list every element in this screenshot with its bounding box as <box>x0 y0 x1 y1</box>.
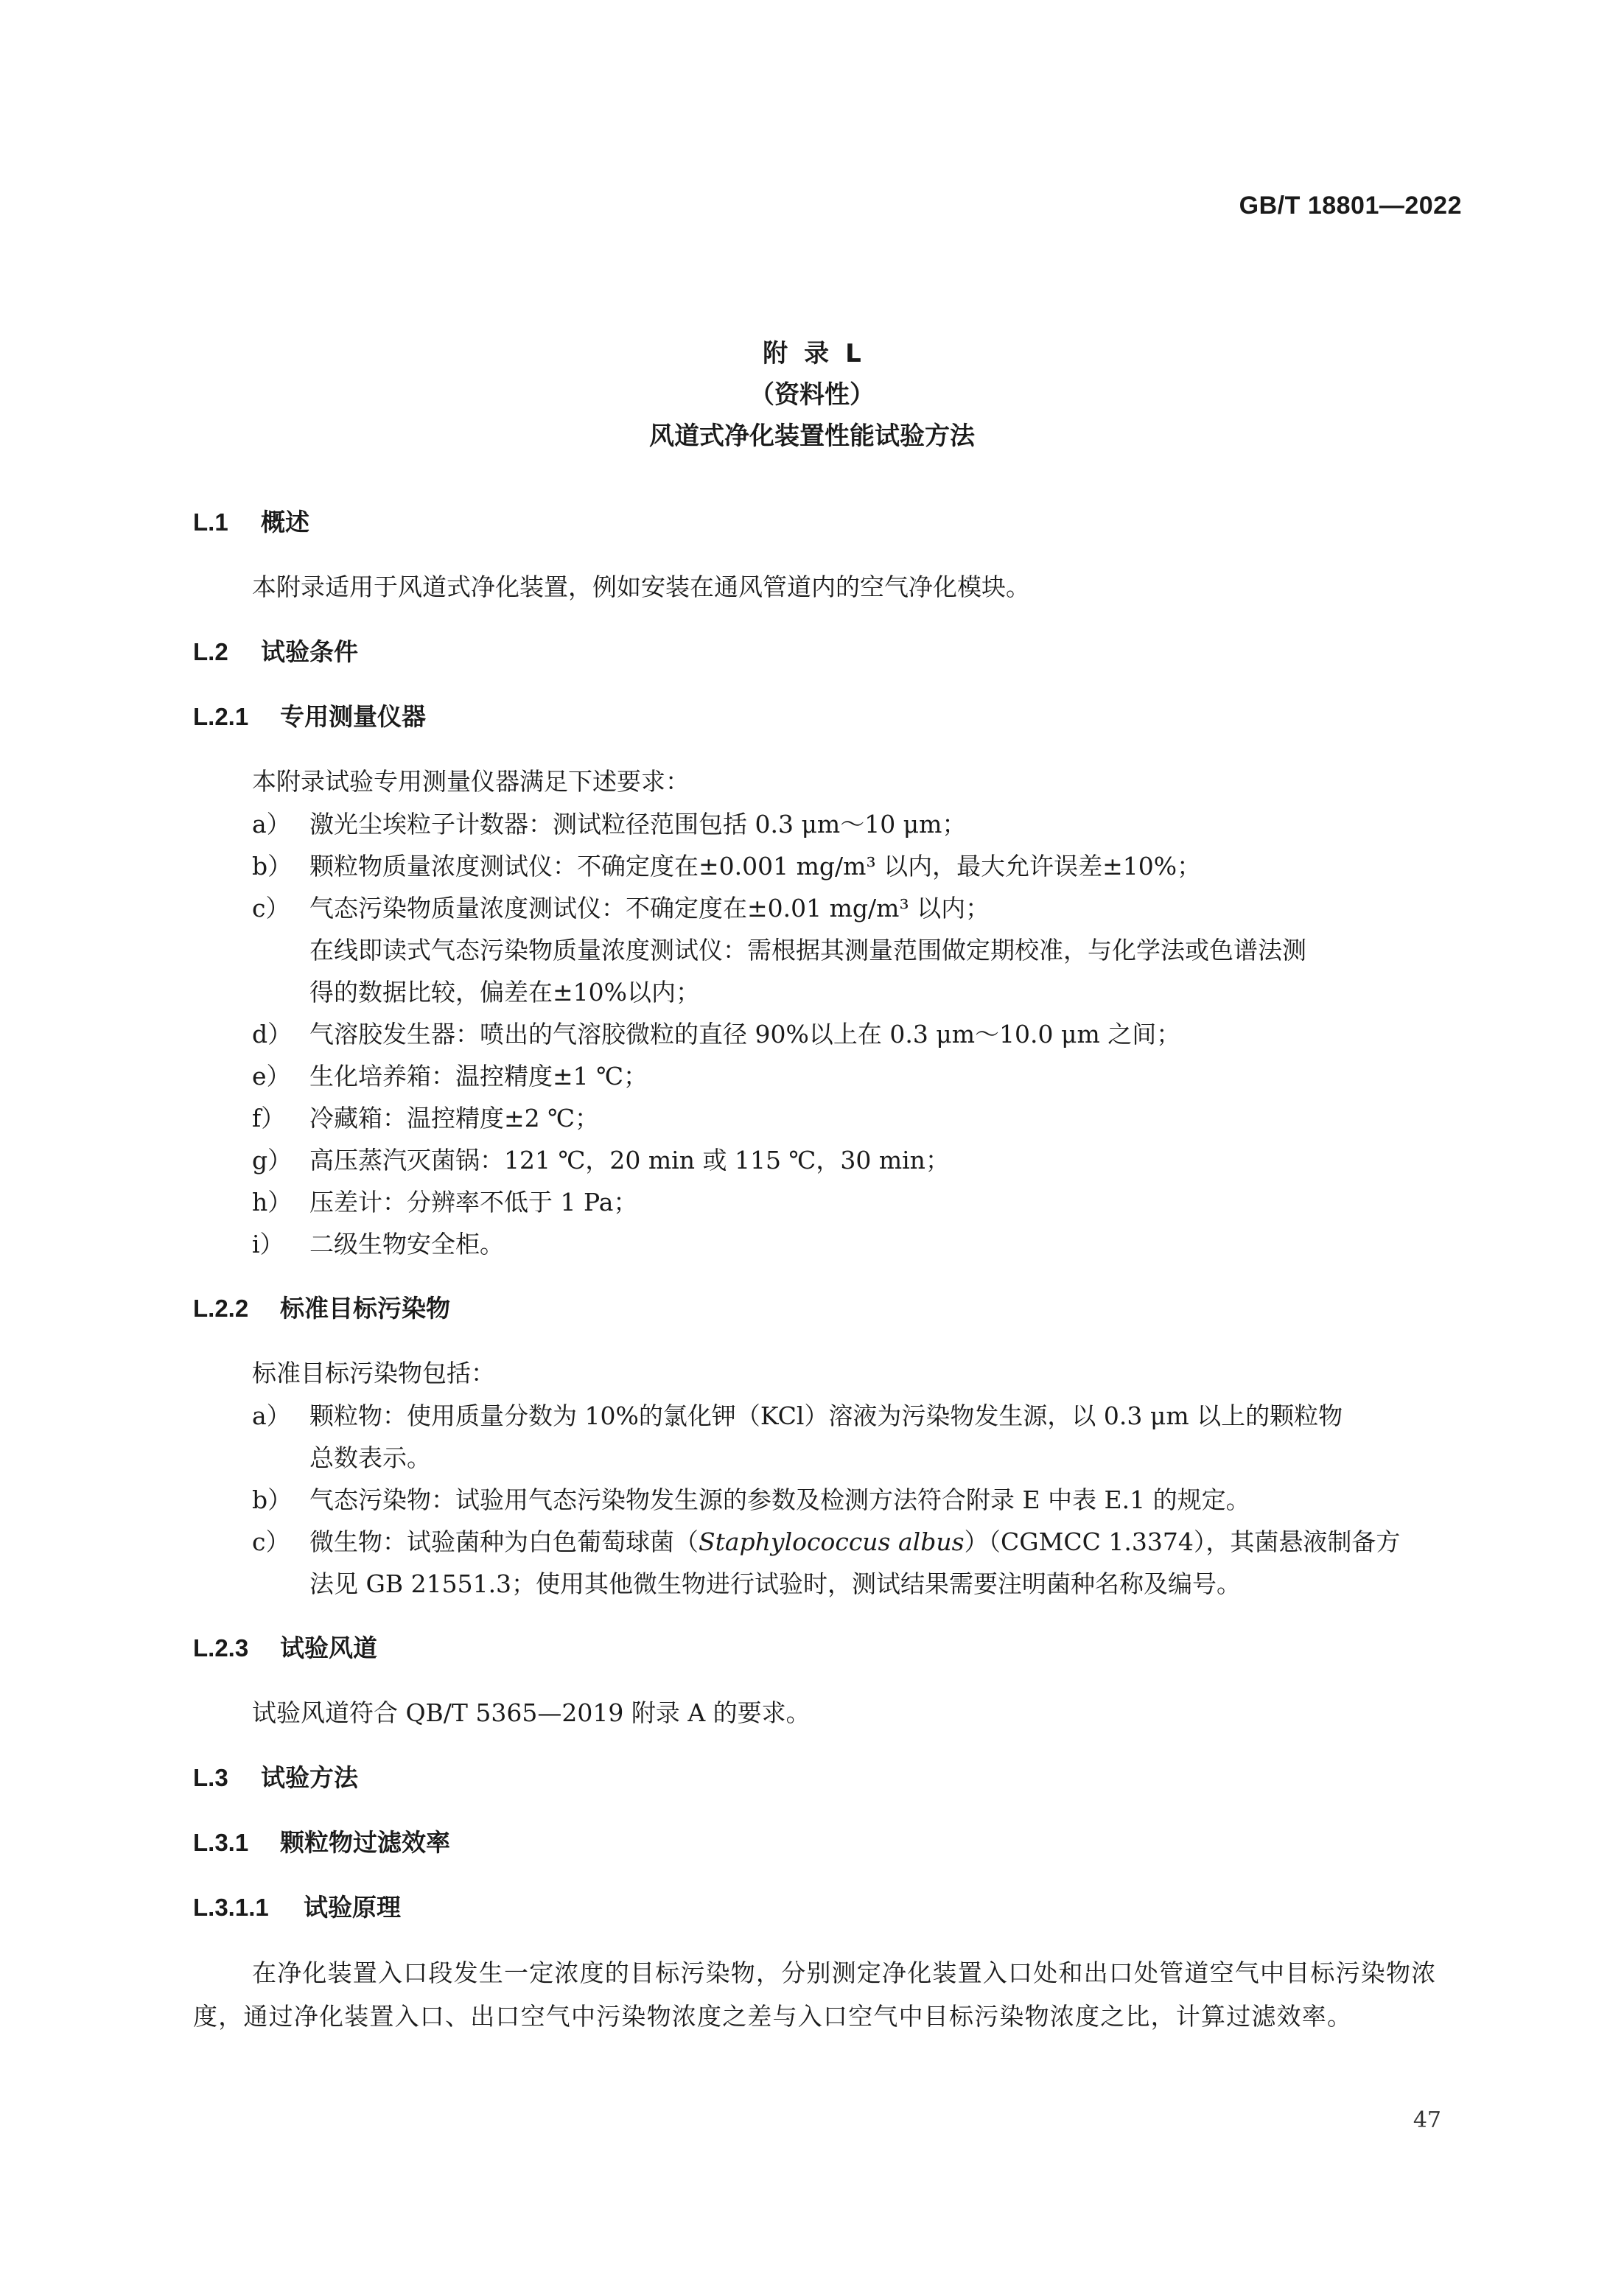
species-name: Staphylococcus albus <box>699 1527 965 1556</box>
list-item-text: 颗粒物：使用质量分数为 10%的氯化钾（KCl）溶液为污染物发生源，以 0.3 μm 以上的颗粒物 <box>309 1401 1343 1430</box>
section-title: 试验方法 <box>261 1763 358 1792</box>
appendix-nature: （资料性） <box>749 380 875 410</box>
list-item-text: 二级生物安全柜。 <box>309 1230 504 1258</box>
appendix-label: 附录L <box>763 339 878 368</box>
list-item-text: 激光尘埃粒子计数器：测试粒径范围包括 0.3 μm～10 μm； <box>309 810 967 839</box>
list-item-continuation: 得的数据比较，偏差在±10%以内； <box>309 978 700 1007</box>
list-marker: g） <box>252 1146 293 1174</box>
document-body <box>193 501 1462 2038</box>
section-title: 概述 <box>261 508 309 536</box>
section-heading-l2 <box>193 631 1462 673</box>
list-item <box>193 1223 1462 1265</box>
list-item <box>193 1013 1462 1055</box>
instrument-list <box>193 760 1462 1265</box>
section-l23-text: 试验风道符合 QB/T 5365—2019 附录 A 的要求。 <box>252 1698 811 1727</box>
list-item-continuation: 在线即读式气态污染物质量浓度测试仪：需根据其测量范围做定期校准，与化学法或色谱法测 <box>309 936 1306 965</box>
section-title: 试验条件 <box>261 637 358 666</box>
section-number: L.3 <box>193 1764 228 1791</box>
list-marker: a） <box>252 1401 291 1430</box>
list-marker: c） <box>252 1527 290 1556</box>
list-item-text: 微生物：试验菌种为白色葡萄球菌（ <box>309 1527 699 1556</box>
list-marker: d） <box>252 1020 293 1049</box>
section-number: L.2 <box>193 638 228 665</box>
section-number: L.1 <box>193 508 228 536</box>
list-marker: e） <box>252 1062 291 1091</box>
list-item-text: 冷藏箱：温控精度±2 ℃； <box>309 1104 600 1133</box>
list-marker: c） <box>252 894 290 923</box>
section-number: L.3.1.1 <box>193 1894 269 1921</box>
section-number: L.2.3 <box>193 1634 249 1662</box>
list-item <box>193 845 1462 887</box>
list-item-text: 气态污染物质量浓度测试仪：不确定度在±0.01 mg/m³ 以内； <box>309 894 990 923</box>
list-marker: f） <box>252 1104 286 1133</box>
list-item <box>193 887 1462 929</box>
section-number: L.3.1 <box>193 1829 249 1856</box>
list-item-continuation: 总数表示。 <box>309 1443 431 1472</box>
list-lead: 标准目标污染物包括： <box>252 1359 495 1387</box>
list-marker: b） <box>252 852 293 881</box>
list-item-text: 气溶胶发生器：喷出的气溶胶微粒的直径 90%以上在 0.3 μm～10.0 μm 之间； <box>309 1020 1181 1049</box>
section-heading-l31 <box>193 1821 1462 1864</box>
appendix-title-block <box>0 333 1624 457</box>
standard-number: GB/T 18801—2022 <box>1239 192 1462 220</box>
page-number: 47 <box>1413 2107 1441 2133</box>
list-item <box>193 1395 1462 1437</box>
section-title: 试验风道 <box>280 1634 377 1662</box>
list-item <box>193 1521 1462 1563</box>
list-item <box>193 803 1462 845</box>
section-heading-l23 <box>193 1627 1462 1670</box>
list-lead: 本附录试验专用测量仪器满足下述要求： <box>252 767 690 796</box>
list-marker: b） <box>252 1485 293 1514</box>
list-item-text: ）（CGMCC 1.3374），其菌悬液制备方 <box>964 1527 1401 1556</box>
list-marker: h） <box>252 1188 293 1216</box>
pollutant-list <box>193 1352 1462 1605</box>
section-heading-l311 <box>193 1886 1462 1929</box>
list-item <box>193 1181 1462 1223</box>
appendix-name: 风道式净化装置性能试验方法 <box>649 421 975 451</box>
list-item-text: 高压蒸汽灭菌锅：121 ℃，20 min 或 115 ℃，30 min； <box>309 1146 950 1174</box>
list-item-text: 气态污染物：试验用气态污染物发生源的参数及检测方法符合附录 E 中表 E.1 的规定。 <box>309 1485 1250 1514</box>
list-item <box>193 1055 1462 1097</box>
section-l1-text: 本附录适用于风道式净化装置，例如安装在通风管道内的空气净化模块。 <box>252 573 1030 601</box>
list-item <box>193 1097 1462 1139</box>
section-title: 专用测量仪器 <box>280 702 426 731</box>
section-heading-l1 <box>193 501 1462 544</box>
list-item-continuation: 法见 GB 21551.3；使用其他微生物进行试验时，测试结果需要注明菌种名称及编号。 <box>309 1569 1242 1598</box>
list-item <box>193 1479 1462 1521</box>
list-item-text: 压差计：分辨率不低于 1 Pa； <box>309 1188 638 1216</box>
section-number: L.2.1 <box>193 703 249 730</box>
list-marker: i） <box>252 1230 284 1258</box>
section-title: 试验原理 <box>304 1893 401 1922</box>
section-l311-text: 在净化装置入口段发生一定浓度的目标污染物，分别测定净化装置入口处和出口处管道空气中目标污染物浓度，通过净化装置入口、出口空气中污染物浓度之差与入口空气中目标污染物浓度之比，计算过滤效率。 <box>193 1958 1437 2031</box>
list-item-text: 生化培养箱：温控精度±1 ℃； <box>309 1062 648 1091</box>
section-heading-l22 <box>193 1287 1462 1330</box>
list-item-text: 颗粒物质量浓度测试仪：不确定度在±0.001 mg/m³ 以内，最大允许误差±10%； <box>309 852 1202 881</box>
list-marker: a） <box>252 810 291 839</box>
section-heading-l21 <box>193 696 1462 738</box>
section-title: 标准目标污染物 <box>280 1294 450 1323</box>
section-title: 颗粒物过滤效率 <box>280 1828 450 1857</box>
list-item <box>193 1139 1462 1181</box>
section-number: L.2.2 <box>193 1295 249 1322</box>
section-heading-l3 <box>193 1757 1462 1799</box>
